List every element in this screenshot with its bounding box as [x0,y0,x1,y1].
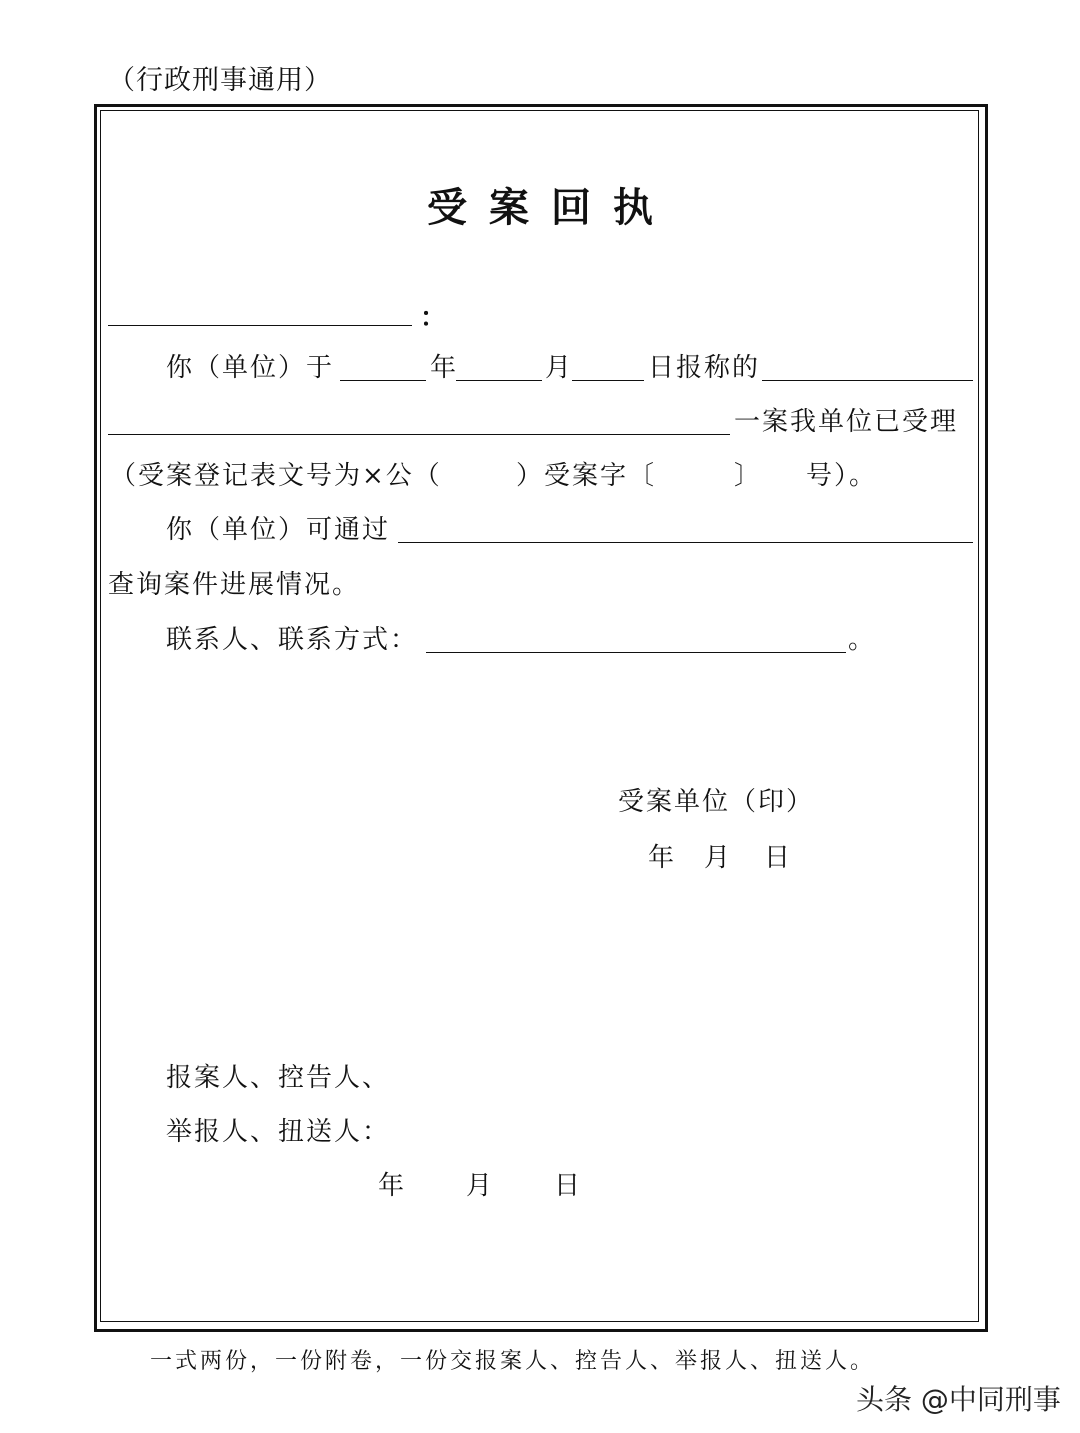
contact-blank[interactable] [426,652,846,653]
line3-doc-number-prefix: （受案登记表文号为×公（ [110,461,442,491]
line2-suffix: 一案我单位已受理 [734,407,959,437]
month-blank[interactable] [456,380,542,381]
signer-year-label: 年 [378,1171,407,1201]
signer-day-label: 日 [554,1171,583,1201]
seal-day-label: 日 [764,843,793,873]
line3-case-word: ）受案字〔 [516,461,657,491]
line1-day-reported-label: 日报称的 [648,353,761,383]
line6-prefix: 联系人、联系方式： [166,625,419,655]
year-blank[interactable] [340,380,426,381]
line3-bracket-close: 〕 [734,461,763,491]
line1-prefix: 你（单位）于 [166,353,335,383]
line6-suffix: 。 [848,625,877,655]
line1-year-label: 年 [430,353,459,383]
footer-note: 一式两份，一份附卷，一份交报案人、控告人、举报人、扭送人。 [150,1349,876,1374]
line1-month-label: 月 [545,353,574,383]
addressee-blank[interactable] [108,325,412,326]
day-blank[interactable] [572,380,644,381]
form-usage-note: （行政刑事通用） [108,65,332,96]
reported-matter-blank[interactable] [762,380,973,381]
signer-month-label: 月 [466,1171,495,1201]
line4-prefix: 你（单位）可通过 [166,515,391,545]
addressee-colon: ： [420,303,449,333]
line3-number-suffix: 号）。 [806,461,878,491]
line5-text: 查询案件进展情况。 [108,570,361,600]
signer-line2: 举报人、扭送人： [166,1117,391,1147]
receiving-unit-seal-label: 受案单位（印） [618,787,815,817]
source-watermark: 头条 @中同刑事 [856,1383,1061,1416]
case-description-blank[interactable] [108,434,730,435]
signer-line1: 报案人、控告人、 [166,1063,391,1093]
seal-year-label: 年 [648,843,677,873]
form-title: 受案回执 [427,184,675,231]
inquiry-channel-blank[interactable] [398,542,973,543]
seal-month-label: 月 [704,843,733,873]
